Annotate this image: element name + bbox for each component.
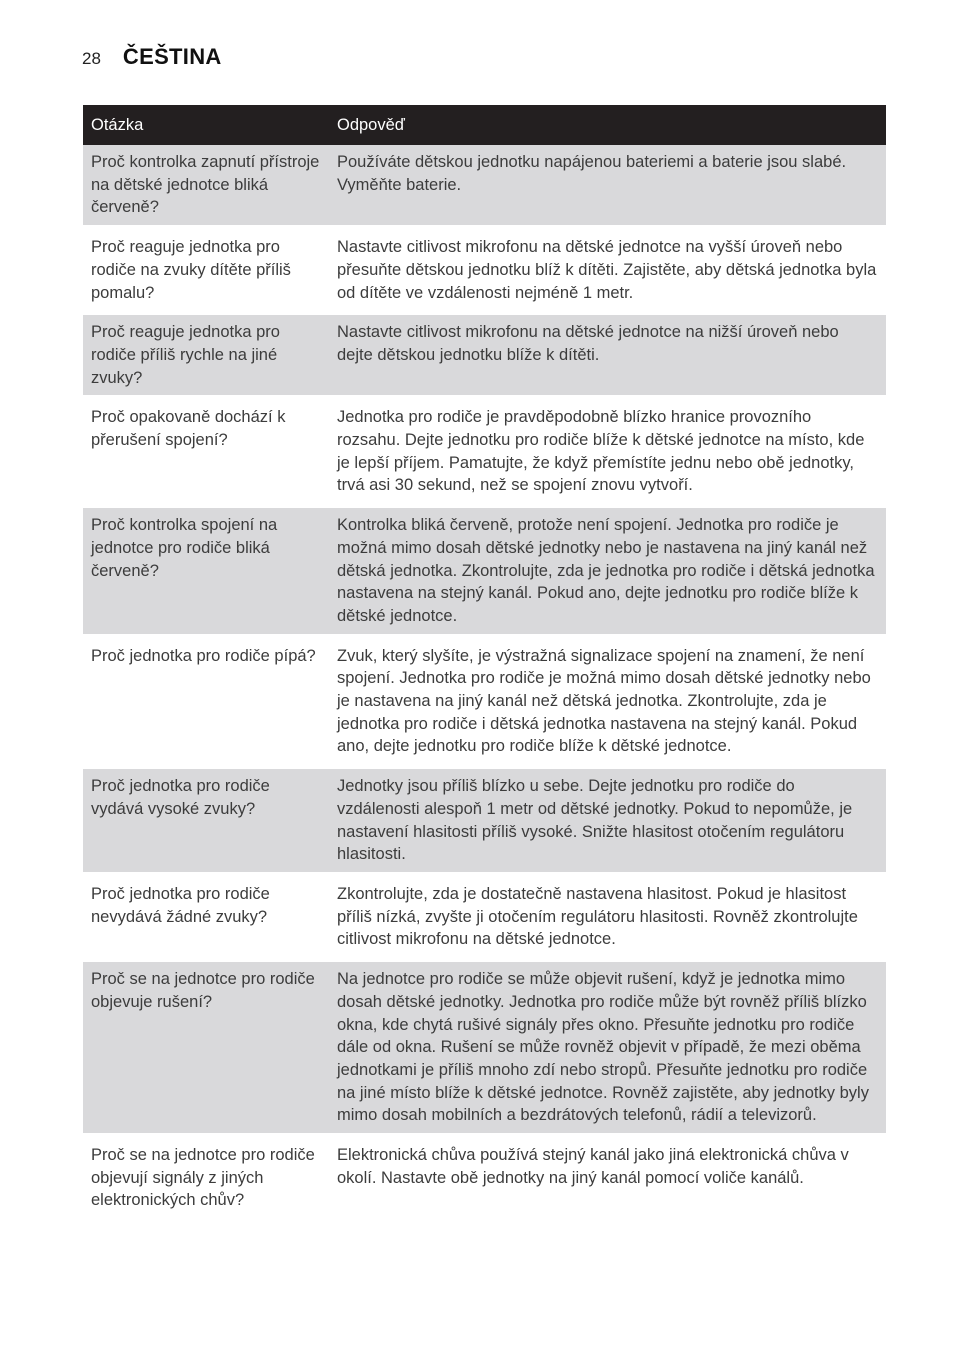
- question-cell: Proč reaguje jednotka pro rodiče příliš rychle na jiné zvuky?: [83, 315, 329, 395]
- answer-cell: Zvuk, který slyšíte, je výstražná signalizace spojení na znamení, že není spojení. Jednotka pro rodiče je možná mimo dosah dětské jednotky nebo je nastavena na jiný kanál než dětská jednotka. Zkontrolujte, zda je jednotka pro rodiče i dětská jednotka nastavena na stejný kanál. Pokud ano, dejte jednotku pro rodiče blíže k dětské jednotce.: [337, 646, 871, 756]
- table-header-row: [83, 105, 886, 145]
- question-cell: Proč reaguje jednotka pro rodiče na zvuky dítěte příliš pomalu?: [91, 238, 291, 302]
- table-row: [83, 400, 886, 503]
- page-header: [82, 44, 222, 70]
- answer-cell: Nastavte citlivost mikrofonu na dětské jednotce na vyšší úroveň nebo přesuňte dětskou jednotku blíž k dítěti. Zajistěte, aby dětská jednotka byla od dítěte ve vzdálenosti nejméně 1 metr.: [337, 238, 877, 302]
- question-cell: Proč se na jednotce pro rodiče objevuje rušení?: [83, 962, 329, 1133]
- table-row: [83, 230, 886, 310]
- answer-column-header: Odpověď: [329, 105, 886, 145]
- table-row: [83, 639, 886, 765]
- answer-cell: Na jednotce pro rodiče se může objevit rušení, když je jednotka mimo dosah dětské jednotky. Jednotka pro rodiče může být rovněž příliš blízko okna, kde chytá rušivé signály přes okno. Přesuňte jednotku pro rodiče dále od okna. Rušení se může rovněž objevit v případě, že mezi oběma jednotkami je příliš mnoho zdí nebo stropů. Přesuňte jednotku pro rodiče na jiné místo blíže k dětské jednotce. Rovněž zajistěte, aby jednotky byly mimo dosah mobilních a bezdrátových telefonů, rádií a televizorů.: [329, 962, 886, 1133]
- faq-body: [83, 145, 886, 1218]
- question-cell: Proč kontrolka zapnutí přístroje na dětské jednotce bliká červeně?: [83, 145, 329, 225]
- answer-cell: Elektronická chůva používá stejný kanál jako jiná elektronická chůva v okolí. Nastavte obě jednotky na jiný kanál pomocí voliče kanálů.: [337, 1146, 849, 1187]
- section-title: ČEŠTINA: [122, 44, 222, 69]
- answer-cell: Jednotka pro rodiče je pravděpodobně blízko hranice provozního rozsahu. Dejte jednotku pro rodiče blíže k dětské jednotce na místo, kde je lepší příjem. Pamatujte, že když přemístíte jednu nebo obě jednotky, trvá asi 30 sekund, než se spojení znovu vytvoří.: [337, 408, 865, 495]
- question-cell: Proč kontrolka spojení na jednotce pro rodiče bliká červeně?: [83, 508, 329, 634]
- answer-cell: Zkontrolujte, zda je dostatečně nastavena hlasitost. Pokud je hlasitost příliš nízká, zvyšte ji otočením regulátoru hlasitosti. Rovněž zkontrolujte citlivost mikrofonu na dětské jednotce.: [337, 884, 858, 949]
- question-cell: Proč jednotka pro rodiče pípá?: [91, 646, 316, 665]
- table-row: [83, 1138, 886, 1218]
- table-row: [83, 145, 886, 225]
- table-row: [83, 508, 886, 634]
- answer-cell: Používáte dětskou jednotku napájenou bateriemi a baterie jsou slabé. Vyměňte baterie.: [329, 145, 886, 225]
- table-row: [83, 877, 886, 957]
- question-cell: Proč jednotka pro rodiče nevydává žádné zvuky?: [91, 884, 270, 926]
- answer-cell: Nastavte citlivost mikrofonu na dětské jednotce na nižší úroveň nebo dejte dětskou jednotku blíže k dítěti.: [329, 315, 886, 395]
- table-row: [83, 769, 886, 872]
- faq-table: [83, 105, 886, 1218]
- table-row: [83, 315, 886, 395]
- page-number: 28: [82, 49, 101, 68]
- question-cell: Proč opakovaně dochází k přerušení spojení?: [91, 408, 286, 450]
- answer-cell: Jednotky jsou příliš blízko u sebe. Dejte jednotku pro rodiče do vzdálenosti alespoň 1 metr od dětské jednotky. Pokud to nepomůže, je nastavení hlasitosti příliš vysoké. Snižte hlasitost otočením regulátoru hlasitosti.: [329, 769, 886, 872]
- question-cell: Proč se na jednotce pro rodiče objevují signály z jiných elektronických chův?: [91, 1146, 315, 1210]
- question-cell: Proč jednotka pro rodiče vydává vysoké zvuky?: [83, 769, 329, 872]
- question-column-header: Otázka: [83, 105, 329, 145]
- table-row: [83, 962, 886, 1133]
- answer-cell: Kontrolka bliká červeně, protože není spojení. Jednotka pro rodiče je možná mimo dosah dětské jednotky nebo je nastavena na jiný kanál než dětská jednotka. Zkontrolujte, zda je jednotka pro rodiče i dětská jednotka nastavena na stejný kanál. Pokud ano, dejte jednotku pro rodiče blíže k dětské jednotce.: [329, 508, 886, 634]
